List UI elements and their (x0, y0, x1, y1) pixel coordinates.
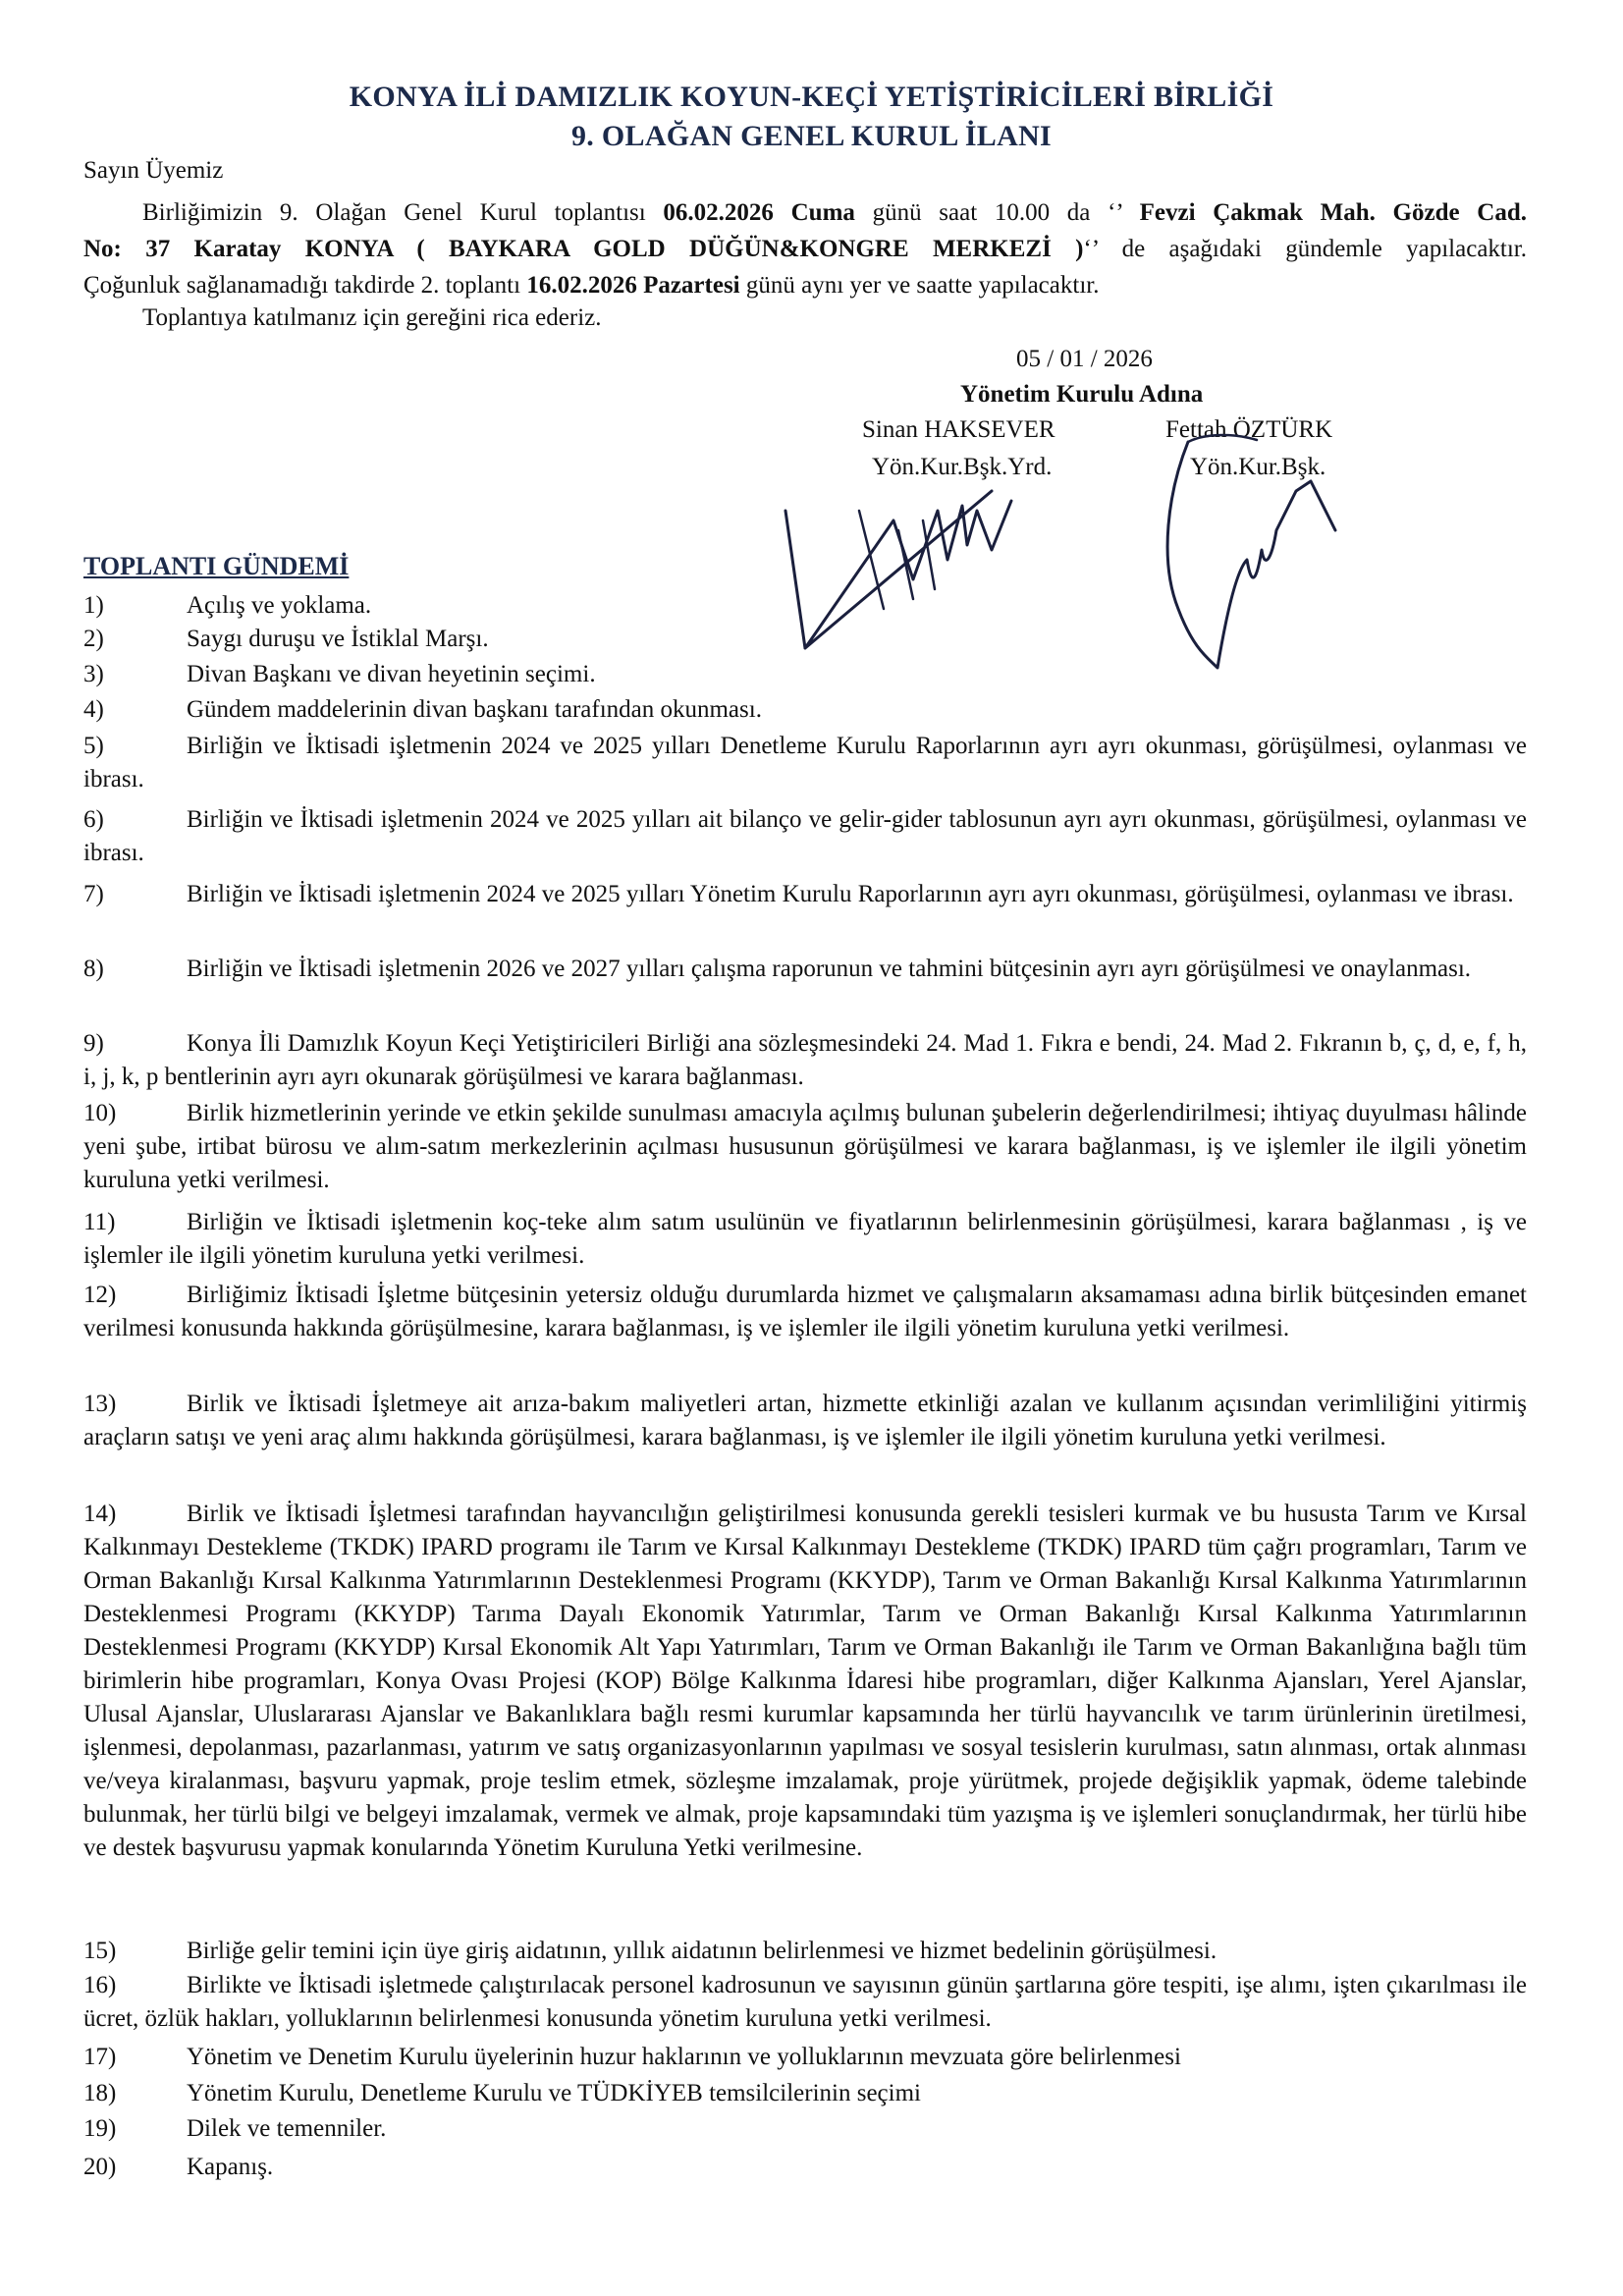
agenda-item-10: 10) Birlik hizmetlerinin yerinde ve etkin şekilde sunulması amacıyla açılmış bulunan şubelerin değerlendirilmesi; ihtiyaç duyulması hâlinde yeni şube, irtibat bürosu ve alım-satım merkezlerinin açılması hususunun görüşülmesi ve karara bağlanması, iş ve işlemler ile ilgili yönetim kuruluna yetki verilmesi. (83, 1100, 1527, 1193)
agenda-item-3: 3) Divan Başkanı ve divan heyetinin seçimi. (83, 661, 596, 687)
intro-line-3: Çoğunluk sağlanamadığı takdirde 2. toplantı 16.02.2026 Pazartesi günü aynı yer ve saatte yapılacaktır. (83, 272, 1100, 299)
agenda-item-1: 1) Açılış ve yoklama. (83, 592, 372, 619)
document-title: KONYA İLİ DAMIZLIK KOYUN-KEÇİ YETİŞTİRİCİLERİ BİRLİĞİ (349, 81, 1274, 113)
on-behalf-label: Yönetim Kurulu Adına (960, 381, 1204, 408)
signer-1-title: Yön.Kur.Bşk.Yrd. (872, 454, 1053, 480)
agenda-item-6: 6) Birliğin ve İktisadi işletmenin 2024 ve 2025 yılları ait bilanço ve gelir-gider tablosunun ayrı ayrı okunması, görüşülmesi, oylanması ve ibrası. (83, 806, 1527, 866)
agenda-item-9: 9) Konya İli Damızlık Koyun Keçi Yetiştiricileri Birliği ana sözleşmesindeki 24. Mad 1. Fıkra e bendi, 24. Mad 2. Fıkranın b, ç, d, e, f, h, i, j, k, p bentlerinin ayrı ayrı okunarak görüşülmesi ve karara bağlanması. (83, 1030, 1527, 1090)
agenda-item-12: 12) Birliğimiz İktisadi İşletme bütçesinin yetersiz olduğu durumlarda hizmet ve çalışmaların aksamaması adına birlik bütçesinden emanet verilmesi konusunda hakkında görüşülmesine, karara bağlanması, iş ve işlemler ile ilgili yönetim kuruluna yetki verilmesi. (83, 1282, 1527, 1341)
signer-2-title: Yön.Kur.Bşk. (1190, 454, 1326, 480)
agenda-item-14: 14) Birlik ve İktisadi İşletmesi tarafından hayvancılığın geliştirilmesi konusunda gerekli tesisleri kurmak ve bu hususta Tarım ve Kırsal Kalkınmayı Destekleme (TKDK) IPARD programı ile Tarım ve Kırsal Kalkınmayı Destekleme (TKDK) IPARD tüm çağrı programları, Tarım ve Orman Bakanlığı Kırsal Kalkınma Yatırımlarının Desteklenmesi Programı (KKYDP), Tarım ve Orman Bakanlığı Kırsal Kalkınma Yatırımlarının Desteklenmesi Programı (KKYDP) Tarıma Dayalı Ekonomik Yatırımlar, Tarım ve Orman Bakanlığı Kırsal Kalkınma Yatırımlarının Desteklenmesi Programı (KKYDP) Kırsal Ekonomik Alt Yapı Yatırımları, Tarım ve Orman Bakanlığı ile Tarım ve Orman Bakanlığına bağlı tüm birimlerin hibe programları, Konya Ovası Projesi (KOP) Bölge Kalkınma İdaresi hibe programları, diğer Kalkınma Ajansları, Yerel Ajanslar, Ulusal Ajanslar, Uluslararası Ajanslar ve Bakanlıklara bağlı resmi kurumlar kapsamında her türlü hayvancılık ve tarım ürünlerinin üretilmesi, işlenmesi, depolanması, pazarlanması, yatırım ve satış organizasyonlarının yapılması ve sosyal tesislerin kurulması, satın alınması, ortak alınması ve/veya kiralanması, başvuru yapmak, proje teslim etmek, sözleşme imzalamak, proje yürütmek, projede değişiklik yapmak, ödeme talebinde bulunmak, her türlü bilgi ve belgeyi imzalamak, vermek ve almak, proje kapsamındaki tüm yazışma iş ve işlemleri sonuçlandırmak, her türlü hibe ve destek başvurusu yapmak konularında Yönetim Kuruluna Yetki verilmesine. (83, 1501, 1527, 1861)
intro-line-4: Toplantıya katılmanız için gereğini rica ederiz. (142, 304, 602, 331)
agenda-item-19: 19) Dilek ve temenniler. (83, 2115, 387, 2142)
agenda-item-4: 4) Gündem maddelerinin divan başkanı tarafından okunması. (83, 696, 762, 723)
document-subtitle: 9. OLAĞAN GENEL KURUL İLANI (570, 120, 1053, 152)
agenda-title: TOPLANTI GÜNDEMİ (83, 552, 350, 580)
agenda-item-8: 8) Birliğin ve İktisadi işletmenin 2026 ve 2027 yılları çalışma raporunun ve tahmini bütçesinin ayrı ayrı görüşülmesi ve onaylanması. (83, 956, 1472, 982)
agenda-item-18: 18) Yönetim Kurulu, Denetleme Kurulu ve TÜDKİYEB temsilcilerinin seçimi (83, 2080, 921, 2106)
agenda-item-15: 15) Birliğe gelir temini için üye giriş aidatının, yıllık aidatının belirlenmesi ve hizmet bedelinin görüşülmesi. (83, 1938, 1217, 1964)
signer-2-name: Fettah ÖZTÜRK (1165, 416, 1333, 443)
agenda-item-20: 20) Kapanış. (83, 2154, 274, 2180)
salutation: Sayın Üyemiz (83, 157, 224, 184)
agenda-item-17: 17) Yönetim ve Denetim Kurulu üyelerinin huzur haklarının ve yolluklarının mevzuata göre belirlenmesi (83, 2044, 1181, 2070)
agenda-item-7: 7) Birliğin ve İktisadi işletmenin 2024 ve 2025 yılları Yönetim Kurulu Raporlarının ayrı ayrı okunması, görüşülmesi, oylanması ve ibrası. (83, 881, 1514, 907)
intro-line-1: Birliğimizin 9. Olağan Genel Kurul toplantısı 06.02.2026 Cuma günü saat 10.00 da ‘’ Fevzi Çakmak Mah. Gözde Cad. (142, 199, 1527, 226)
intro-line-2: No: 37 Karatay KONYA ( BAYKARA GOLD DÜĞÜN&KONGRE MERKEZİ )‘’ de aşağıdaki gündemle yapılacaktır. (83, 236, 1528, 262)
signer-1-name: Sinan HAKSEVER (862, 416, 1055, 443)
agenda-item-5: 5) Birliğin ve İktisadi işletmenin 2024 ve 2025 yılları Denetleme Kurulu Raporlarının ayrı ayrı okunması, görüşülmesi, oylanması ve ibrası. (83, 733, 1527, 793)
document-date: 05 / 01 / 2026 (1016, 346, 1153, 372)
agenda-item-16: 16) Birlikte ve İktisadi işletmede çalıştırılacak personel kadrosunun ve sayısının günün şartlarına göre tespiti, işe alımı, işten çıkarılması ile ücret, özlük hakları, yolluklarının belirlenmesi konusunda yönetim kuruluna yetki verilmesi. (83, 1972, 1527, 2032)
agenda-item-11: 11) Birliğin ve İktisadi işletmenin koç-teke alım satım usulünün ve fiyatlarının belirlenmesinin görüşülmesi, karara bağlanması , iş ve işlemler ile ilgili yönetim kuruluna yetki verilmesi. (83, 1209, 1527, 1269)
agenda-item-13: 13) Birlik ve İktisadi İşletmeye ait arıza-bakım maliyetleri artan, hizmette etkinliği azalan ve kullanım açısından verimliliğini yitirmiş araçların satışı ve yeni araç alımı hakkında görüşülmesi, karara bağlanması, iş ve işlemler ile ilgili yönetim kuruluna yetki verilmesi. (83, 1391, 1527, 1450)
agenda-item-2: 2) Saygı duruşu ve İstiklal Marşı. (83, 626, 489, 652)
